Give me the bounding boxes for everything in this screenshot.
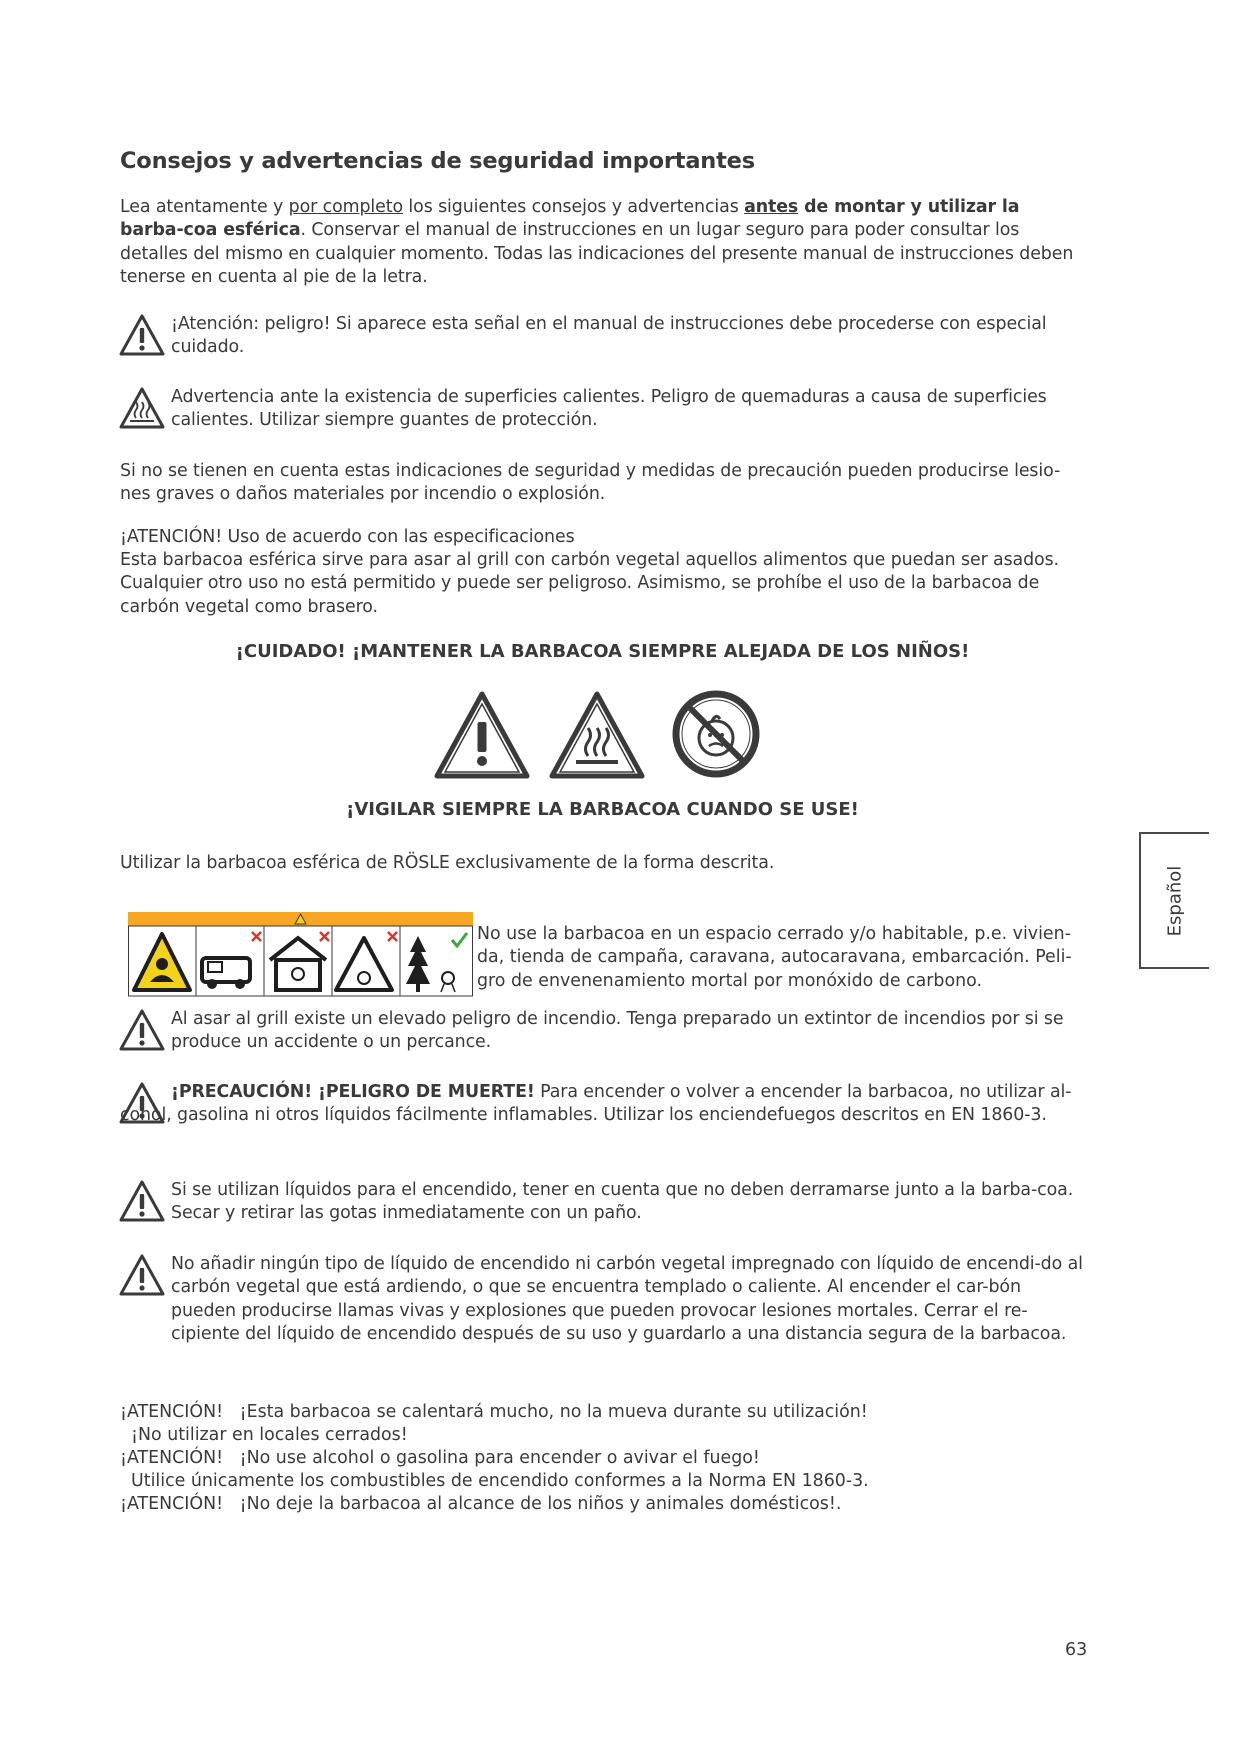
language-tab (1139, 832, 1209, 969)
supervise-notice: ¡VIGILAR SIEMPRE LA BARBACOA CUANDO SE USE! (346, 799, 859, 820)
no-liquid-warning-text: No añadir ningún tipo de líquido de encendido ni carbón vegetal impregnado con líquido de encendi-do al carbón vegetal que está ardiendo, o que se encuentra templado o caliente. Al encender el car-bón pueden producirse llamas vivas y explosiones que pueden provocar lesiones mortales. Cerrar el re-cipiente del líquido de encendido después de su uso y guardarlo a una distancia segura de la barbacoa. (171, 1254, 1083, 1344)
intended-use-body: Esta barbacoa esférica sirve para asar al grill con carbón vegetal aquellos alimentos que puedan ser asados. Cualquier otro uso no está permitido y puede ser peligroso. Asimismo, se prohíbe el uso de la barbacoa de carbón vegetal como brasero. (120, 550, 1059, 617)
death-warning-text: ¡PRECAUCIÓN! ¡PELIGRO DE MUERTE! Para encender o volver a encender la barbacoa, no utilizar al-cohol, gasolina ni otros líquidos fácilmente inflamables. Utilizar los enciendefuegos descritos en EN 1860-3. (120, 1082, 1072, 1126)
warning-triangle-icon (118, 313, 166, 357)
attention-line: ¡No utilizar en locales cerrados! (120, 1425, 408, 1445)
attention-line: ¡ATENCIÓN! ¡No deje la barbacoa al alcance de los niños y animales domésticos!. (120, 1494, 842, 1514)
page-number: 63 (1065, 1640, 1088, 1660)
warning-triangle-icon (118, 1179, 166, 1223)
hot-surface-icon (118, 386, 166, 430)
warning-triangle-icon (118, 1253, 166, 1297)
carbon-monoxide-pictogram (128, 912, 473, 997)
consequence-paragraph: Si no se tienen en cuenta estas indicaciones de seguridad y medidas de precaución pueden producirse lesio-nes graves o daños materiales por incendio o explosión. (120, 461, 1061, 505)
page-title: Consejos y advertencias de seguridad importantes (120, 148, 755, 174)
danger-warning-text: ¡Atención: peligro! Si aparece esta señal en el manual de instrucciones debe procederse con especial cuidado. (171, 314, 1047, 358)
hot-surface-warning-text: Advertencia ante la existencia de superficies calientes. Peligro de quemaduras a causa de superficies calientes. Utilizar siempre guantes de protección. (171, 387, 1047, 431)
attention-line: ¡ATENCIÓN! ¡No use alcohol o gasolina para encender o avivar el fuego! (120, 1448, 760, 1468)
general-danger-sign-icon (433, 690, 531, 780)
safety-signs (120, 690, 1085, 782)
attention-line: ¡ATENCIÓN! ¡Esta barbacoa se calentará mucho, no la mueva durante su utilización! (120, 1402, 868, 1422)
language-tab-label: Español (1164, 865, 1186, 936)
no-children-sign-icon (672, 690, 760, 778)
warning-triangle-icon (118, 1008, 166, 1052)
attention-line: Utilice únicamente los combustibles de encendido conformes a la Norma EN 1860-3. (120, 1471, 869, 1491)
intended-use-heading: ¡ATENCIÓN! Uso de acuerdo con las especificaciones (120, 527, 575, 547)
intro-paragraph: Lea atentamente y por completo los siguientes consejos y advertencias antes de montar y utilizar la barba-coa esférica. Conservar el manual de instrucciones en un lugar seguro para poder consultar los detalles del mismo en cualquier momento. Todas las indicaciones del presente manual de instrucciones deben tenerse en cuenta al pie de la letra. (120, 197, 1074, 287)
liquid-warning-text: Si se utilizan líquidos para el encendido, tener en cuenta que no deben derramarse junto a la barba-coa. Secar y retirar las gotas inmediatamente con un paño. (171, 1180, 1074, 1224)
co-warning-text: No use la barbacoa en un espacio cerrado y/o habitable, p.e. vivien-da, tienda de campaña, caravana, autocaravana, embarcación. Peli-gro de envenenamiento mortal por monóxido de carbono. (477, 924, 1072, 991)
exclusive-use-paragraph: Utilizar la barbacoa esférica de RÖSLE exclusivamente de la forma descrita. (120, 853, 775, 873)
children-notice: ¡CUIDADO! ¡MANTENER LA BARBACOA SIEMPRE ALEJADA DE LOS NIÑOS! (235, 641, 970, 662)
fire-warning-text: Al asar al grill existe un elevado peligro de incendio. Tenga preparado un extintor de incendios por si se produce un accidente o un percance. (171, 1009, 1064, 1053)
hot-surface-sign-icon (548, 690, 646, 780)
